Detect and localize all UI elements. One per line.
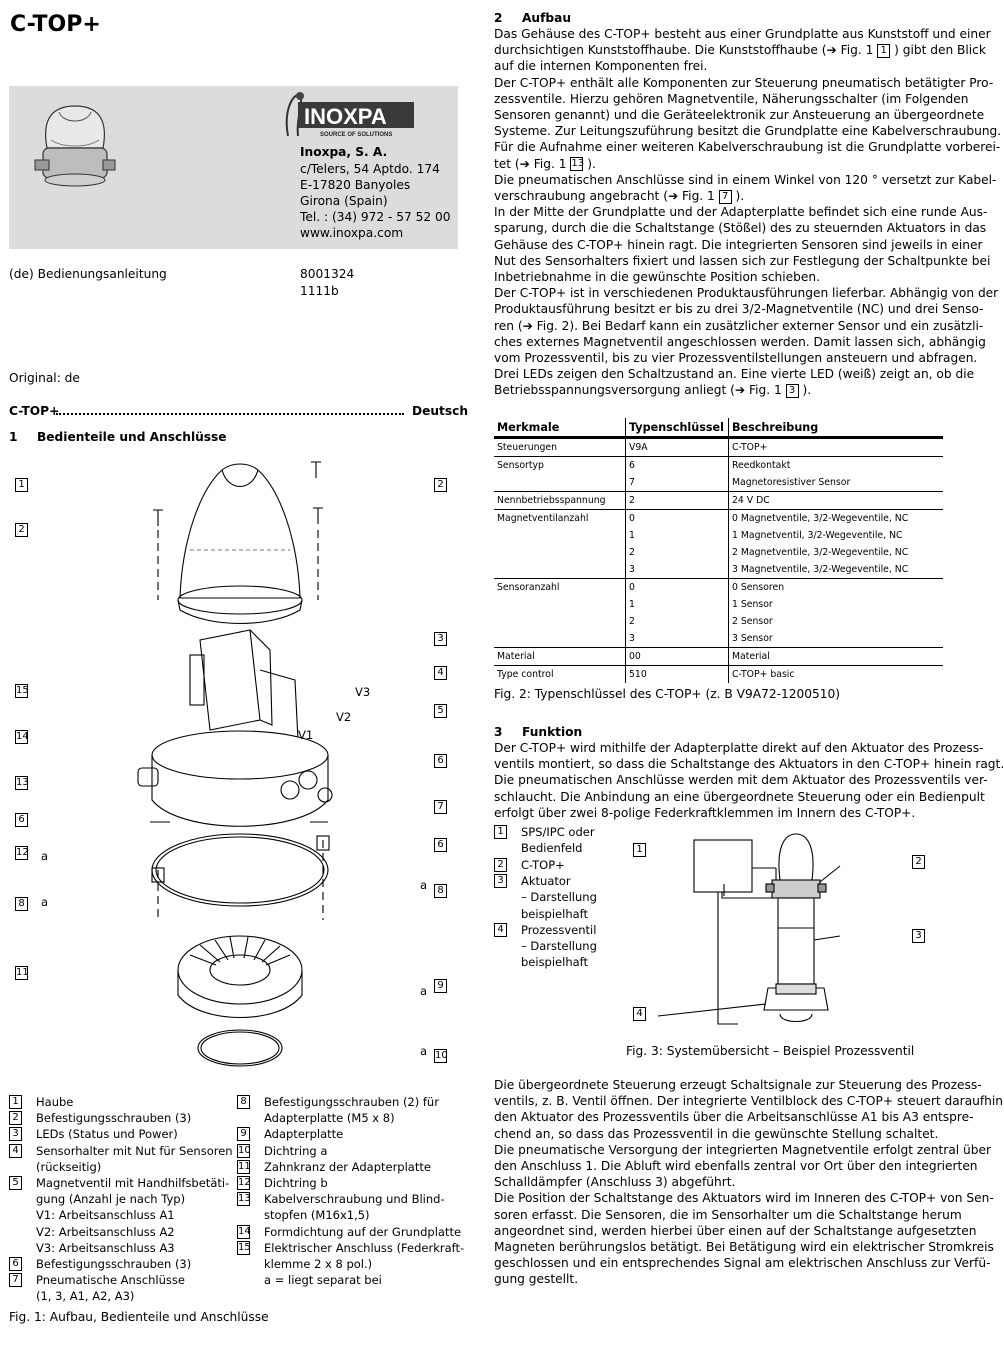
doc-number: 8001324 [300, 267, 355, 281]
table-cell: 6 [626, 457, 729, 475]
table-cell: Nennbetriebsspannung [494, 492, 626, 510]
text-line: ventils, z. B. Ventil öffnen. Der integrierte Ventilblock des C-TOP+ steuert daraufhin [494, 1094, 1004, 1109]
table-row [494, 666, 943, 684]
table-cell: Sensortyp [494, 457, 626, 475]
legend-number: 5 [9, 1176, 22, 1190]
table-cell [494, 613, 626, 630]
table-cell: 1 Magnetventil, 3/2-Wegeventile, NC [732, 530, 903, 541]
table-cell: 0 Magnetventile, 3/2-Wegeventile, NC [729, 510, 944, 528]
table-cell: 2 [626, 492, 729, 510]
section1-title: Bedienteile und Anschlüsse [37, 430, 227, 444]
legend-text: V1: Arbeitsanschluss A1 [36, 1208, 175, 1223]
table-cell: Reedkontakt [729, 457, 944, 475]
fig1-callout-2: 2 [15, 523, 28, 537]
table-cell [494, 474, 626, 492]
legend-text: – Darstellung [521, 939, 597, 954]
valve-label-v3: V3 [355, 685, 371, 699]
legend-number: 13 [238, 1193, 251, 1205]
legend-number: 4 [494, 923, 507, 937]
product-image [33, 96, 117, 196]
text-line: Für die Aufnahme einer weiteren Kabelverschraubung ist die Grundplatte vorberei- [494, 140, 1001, 155]
company-name: Inoxpa, S. A. [300, 145, 388, 159]
table-cell: C-TOP+ [732, 442, 768, 453]
text-line: tet (➔ Fig. 1 13 ). [494, 156, 596, 171]
legend-text: Befestigungsschrauben (3) [36, 1257, 192, 1271]
text-line: Der C-TOP+ ist in verschiedenen Produktausführungen lieferbar. Abhängig von der [494, 286, 999, 301]
table-row [494, 544, 943, 561]
legend-text: Magnetventil mit Handhilfsbetäti- [36, 1176, 230, 1190]
table-cell [494, 630, 626, 648]
table-row [494, 561, 943, 579]
fig1-callout-6-right: 6 [434, 838, 447, 852]
table-row [494, 474, 943, 492]
legend-number: 12 [238, 1177, 251, 1188]
table-cell [494, 527, 626, 544]
valve-label-v2: V2 [336, 710, 352, 724]
fig3-callout-2: 2 [912, 855, 925, 869]
fig3-callout-1: 1 [633, 843, 646, 857]
table-cell: C-TOP+ basic [729, 666, 944, 684]
legend-text: V2: Arbeitsanschluss A2 [36, 1224, 175, 1239]
table-row [494, 510, 943, 528]
table-cell: 3 Magnetventile, 3/2-Wegeventile, NC [732, 564, 909, 575]
legend-number: 3 [9, 1127, 22, 1141]
text-line: Sensoren genannt) und die Geräteelektronik zur Ansteuerung an übergeordnete [494, 108, 985, 123]
table-cell: 2 Magnetventile, 3/2-Wegeventile, NC [732, 547, 909, 558]
legend-text: (1, 3, A1, A2, A3) [36, 1289, 135, 1304]
text-line: Produktausführung besitzt er bis zu drei 3/2-Magnetventile (NC) und drei Senso- [494, 302, 984, 317]
a-mark: a [420, 878, 428, 892]
legend-number: 11 [238, 1160, 251, 1172]
text-line: Gehäuse des C-TOP+ hinein ragt. Die integrierten Sensoren sind jeweils in einer [494, 237, 983, 252]
section3-body [494, 740, 1004, 821]
legend-text: stopfen (M16x1,5) [264, 1208, 370, 1223]
table-cell: Material [494, 648, 626, 666]
table-cell: 510 [626, 666, 729, 684]
text-line: erfolgt über zwei 8-polige Federkraftklemmen im Innern des C-TOP+. [494, 805, 916, 820]
text-line: Die pneumatische Versorgung der integrierten Magnetventile erfolgt zentral über [494, 1142, 992, 1157]
text-line: Magneten berührungslos betätigt. Bei Betätigung wird ein elektrischer Stromkreis [494, 1240, 994, 1255]
table-cell: 3 [626, 561, 729, 579]
legend-number: 4 [9, 1144, 22, 1158]
section2-body [494, 26, 1002, 399]
legend-text: beispielhaft [521, 906, 589, 921]
table-cell: 2 [626, 613, 729, 630]
legend-number: 8 [237, 1095, 250, 1109]
fig1-callout-6-right: 6 [434, 754, 447, 768]
fig1-caption: Fig. 1: Aufbau, Bedienteile und Anschlüsse [9, 1310, 269, 1324]
fig1-callout-14: 14 [16, 731, 29, 742]
text-line: Der C-TOP+ wird mithilfe der Adapterplatte direkt auf den Aktuator des Prozess- [494, 741, 984, 755]
legend-number: 15 [238, 1241, 251, 1253]
legend-text: Aktuator [521, 873, 571, 888]
text-line: sparung, durch die die Schaltstange (Stößel) des zu steuernden Aktuators in das [494, 221, 987, 236]
type-code-table [494, 418, 943, 683]
legend-text: LEDs (Status und Power) [36, 1127, 178, 1142]
table-cell: Type control [494, 666, 626, 684]
legend-text: Befestigungsschrauben (2) für [264, 1095, 439, 1109]
legend-text: Prozessventil [521, 922, 597, 937]
valve-label-v1: V1 [298, 728, 314, 742]
fig1-callout-15: 15 [16, 685, 29, 696]
a-mark: a [41, 849, 49, 863]
fig1-callout-9: 9 [434, 979, 447, 993]
inoxpa-logo [274, 88, 418, 140]
text-line: ren (➔ Fig. 2). Bei Bedarf kann ein zusätzlicher externer Sensor und ein zusätzli- [494, 318, 984, 333]
legend-text: Bedienfeld [521, 841, 583, 856]
text-line: ventils montiert, so dass die Schaltstange des Aktuators in den C-TOP+ hinein ragt. [494, 757, 1004, 772]
legend-number: 1 [9, 1095, 22, 1109]
table-cell [494, 561, 626, 579]
legend-text: Adapterplatte [264, 1127, 344, 1142]
table-cell: Steuerungen [494, 438, 626, 457]
table-row [494, 492, 943, 510]
legend-number: 7 [9, 1273, 22, 1287]
text-line: den Anschluss 1. Die Abluft wird ebenfalls zentral vor Ort über den integrierten [494, 1159, 978, 1174]
fig1-callout-13: 13 [16, 777, 29, 788]
fig1-callout-3: 3 [434, 632, 447, 646]
doc-version: 1111b [300, 284, 339, 298]
table-cell: 1 Sensor [732, 599, 773, 610]
table-cell [494, 596, 626, 613]
svg-text:SOURCE OF SOLUTIONS: SOURCE OF SOLUTIONS [320, 132, 393, 138]
text-line: Schalldämpfer (Anschluss 3) abgeführt. [494, 1175, 736, 1190]
fig1-callout-1: 1 [15, 478, 28, 492]
legend-text: Kabelverschraubung und Blind- [264, 1192, 445, 1207]
legend-text: a = liegt separat bei [264, 1273, 382, 1288]
legend-number: 2 [9, 1111, 22, 1125]
table-cell: 7 [626, 474, 729, 492]
legend-text: Sensorhalter mit Nut für Sensoren [36, 1143, 233, 1158]
exploded-view-drawing [130, 450, 430, 1090]
table-cell: 2 Sensor [732, 616, 773, 627]
table-cell: 0 [626, 579, 729, 597]
fig1-callout-8-left: 8 [15, 897, 28, 911]
fig3-caption: Fig. 3: Systemübersicht – Beispiel Prozessventil [626, 1044, 915, 1058]
figure-reference-number: 3 [786, 384, 799, 398]
text-line: Betriebsspannungsversorgung anliegt (➔ Fig. 1 3 ). [494, 383, 812, 398]
legend-text: (rückseitig) [36, 1159, 102, 1174]
company-tel: Tel. : (34) 972 - 57 52 00 [300, 210, 451, 224]
table-cell: Sensoranzahl [494, 579, 626, 597]
text-line: Die pneumatischen Anschlüsse werden mit dem Aktuator des Prozessventils ver- [494, 773, 988, 788]
legend-text: C-TOP+ [521, 857, 565, 872]
figure-reference-number: 7 [719, 190, 732, 204]
fig1-callout-6-left: 6 [15, 813, 28, 827]
toc-right: Deutsch [412, 404, 469, 418]
table-header: Beschreibung [729, 418, 944, 438]
text-line: Die Position der Schaltstange des Aktuators wird im Inneren des C-TOP+ von Sen- [494, 1191, 994, 1206]
original-language: Original: de [9, 371, 80, 385]
legend-text: Befestigungsschrauben (3) [36, 1111, 192, 1126]
legend-number: 14 [238, 1225, 251, 1237]
fig3-callout-4: 4 [633, 1007, 646, 1021]
fig2-caption: Fig. 2: Typenschlüssel des C-TOP+ (z. B V9A72-1200510) [494, 687, 841, 701]
table-row [494, 438, 943, 457]
section3-body-2 [494, 1077, 1004, 1288]
table-cell: 00 [626, 648, 729, 666]
table-row [494, 579, 943, 597]
company-street: c/Telers, 54 Aptdo. 174 [300, 162, 440, 176]
text-line: angeordnet sind, werden hierbei über einen auf der Schaltstange aufgesetzten [494, 1223, 977, 1238]
a-mark: a [420, 984, 428, 998]
table-cell: 3 Sensor [732, 633, 773, 644]
legend-text: V3: Arbeitsanschluss A3 [36, 1240, 175, 1255]
table-cell: 1 [626, 596, 729, 613]
section1-number: 1 [9, 430, 18, 444]
legend-text: SPS/IPC oder [521, 825, 595, 839]
text-line: durchsichtigen Kunststoffhaube. Die Kunststoffhaube (➔ Fig. 1 1 ) gibt den Blick [494, 43, 986, 58]
table-row [494, 596, 943, 613]
text-line: den Aktuator des Prozessventils über die Arbeitsanschlüsse A1 bis A3 entspre- [494, 1110, 974, 1125]
table-cell: 3 [626, 630, 729, 648]
text-line: geschlossen und ein entsprechendes Signal am elektrischen Anschluss zur Verfü- [494, 1256, 991, 1271]
page-title: C-TOP+ [10, 12, 101, 37]
legend-text: Haube [36, 1095, 74, 1109]
text-line: Systeme. Zur Leitungszuführung besitzt die Grundplatte eine Kabelverschraubung. [494, 124, 1002, 139]
legend-number: 10 [238, 1144, 251, 1156]
table-row [494, 457, 943, 475]
fig1-callout-4: 4 [434, 666, 447, 680]
text-line: ches externes Magnetventil angeschlossen werden. Damit lassen sich, abhängig [494, 334, 986, 349]
table-cell: V9A [626, 438, 729, 457]
legend-number: 1 [494, 825, 507, 839]
figure-reference-number: 1 [877, 44, 890, 58]
legend-text: – Darstellung [521, 890, 597, 905]
table-row [494, 648, 943, 666]
text-line: Das Gehäuse des C-TOP+ besteht aus einer Grundplatte aus Kunststoff und einer [494, 27, 991, 41]
table-header: Merkmale [494, 418, 626, 438]
legend-text: Dichtring a [264, 1143, 328, 1158]
fig1-callout-12: 12 [16, 847, 29, 858]
figure-reference-number: 13 [571, 158, 585, 170]
legend-number: 6 [9, 1257, 22, 1271]
text-line: vom Prozessventil, bis zu vier Prozessventilstellungen ansteuern und abfragen. [494, 351, 978, 366]
fig1-callout-10: 10 [435, 1050, 448, 1061]
table-cell: 0 Sensoren [729, 579, 944, 597]
text-line: schlaucht. Die Anbindung an eine übergeordnete Steuerung oder ein Bedienpult [494, 789, 985, 804]
a-mark: a [41, 895, 49, 909]
company-city: E-17820 Banyoles [300, 178, 411, 192]
text-line: soren erfasst. Die Sensoren, die im Sensorhalter um die Schaltstange herum [494, 1207, 962, 1222]
text-line: Inbetriebnahme in die gewünschte Position schieben. [494, 270, 820, 285]
svg-text:INOXPA: INOXPA [304, 104, 387, 129]
legend-text: Dichtring b [264, 1176, 328, 1190]
legend-text: Elektrischer Anschluss (Federkraft- [264, 1240, 465, 1255]
table-cell: 24 V DC [729, 492, 944, 510]
text-line: In der Mitte der Grundplatte und der Adapterplatte befindet sich eine runde Aus- [494, 205, 988, 220]
toc-left: C-TOP+ [9, 404, 60, 418]
text-line: gung gestellt. [494, 1272, 579, 1287]
text-line: verschraubung angebracht (➔ Fig. 1 7 ). [494, 189, 745, 204]
text-line: Der C-TOP+ enthält alle Komponenten zur Steuerung pneumatisch betätigter Pro- [494, 75, 994, 90]
text-line: Nut des Sensorhalters fixiert und lassen sich zur Festlegung der Schaltpunkte bei [494, 253, 991, 268]
legend-text: klemme 2 x 8 pol.) [264, 1257, 373, 1271]
text-line: auf die internen Komponenten frei. [494, 59, 708, 74]
section3-number: 3 [494, 725, 503, 739]
fig1-callout-8-right: 8 [434, 884, 447, 898]
legend-text: Formdichtung auf der Grundplatte [264, 1224, 462, 1239]
fig1-callout-11: 11 [16, 967, 29, 978]
table-row [494, 630, 943, 648]
table-cell: 2 [626, 544, 729, 561]
legend-text: Zahnkranz der Adapterplatte [264, 1159, 431, 1174]
fig3-callout-3: 3 [912, 929, 925, 943]
fig1-callout-2-right: 2 [434, 478, 447, 492]
text-line: Die pneumatischen Anschlüsse sind in einem Winkel von 120 ° versetzt zur Kabel- [494, 172, 997, 187]
company-box [9, 86, 458, 249]
table-row [494, 527, 943, 544]
a-mark: a [420, 1044, 428, 1058]
fig1-callout-7: 7 [434, 800, 447, 814]
table-cell: 0 [626, 510, 729, 528]
table-cell: Magnetoresistiver Sensor [732, 477, 851, 488]
section2-title: Aufbau [522, 11, 572, 25]
table-cell: Material [729, 648, 944, 666]
legend-number: 9 [237, 1127, 250, 1141]
fig1-callout-5: 5 [434, 704, 447, 718]
text-line: Drei LEDs zeigen den Schaltzustand an. Eine vierte LED (weiß) zeigt an, ob die [494, 367, 975, 382]
legend-text: Adapterplatte (M5 x 8) [264, 1111, 395, 1126]
legend-number: 3 [494, 874, 507, 888]
legend-text: beispielhaft [521, 955, 589, 970]
text-line: Die übergeordnete Steuerung erzeugt Schaltsignale zur Steuerung des Prozess- [494, 1078, 982, 1092]
doc-label: (de) Bedienungsanleitung [9, 267, 167, 281]
legend-number: 2 [494, 858, 507, 872]
company-web: www.inoxpa.com [300, 226, 404, 240]
table-row [494, 613, 943, 630]
legend-text: gung (Anzahl je nach Typ) [36, 1192, 186, 1207]
toc-leader [56, 413, 404, 415]
table-cell: 1 [626, 527, 729, 544]
company-region: Girona (Spain) [300, 194, 388, 208]
system-overview-drawing [628, 828, 928, 1028]
table-cell [494, 544, 626, 561]
section3-title: Funktion [522, 725, 583, 739]
section2-number: 2 [494, 11, 503, 25]
table-cell: Magnetventilanzahl [494, 510, 626, 528]
table-header: Typenschlüssel [626, 418, 729, 438]
legend-text: Pneumatische Anschlüsse [36, 1273, 185, 1288]
text-line: chend an, so dass das Prozessventil in die gewünschte Stellung schaltet. [494, 1126, 939, 1141]
text-line: zessventile. Hierzu gehören Magnetventile, Näherungsschalter (im Folgenden [494, 91, 969, 106]
